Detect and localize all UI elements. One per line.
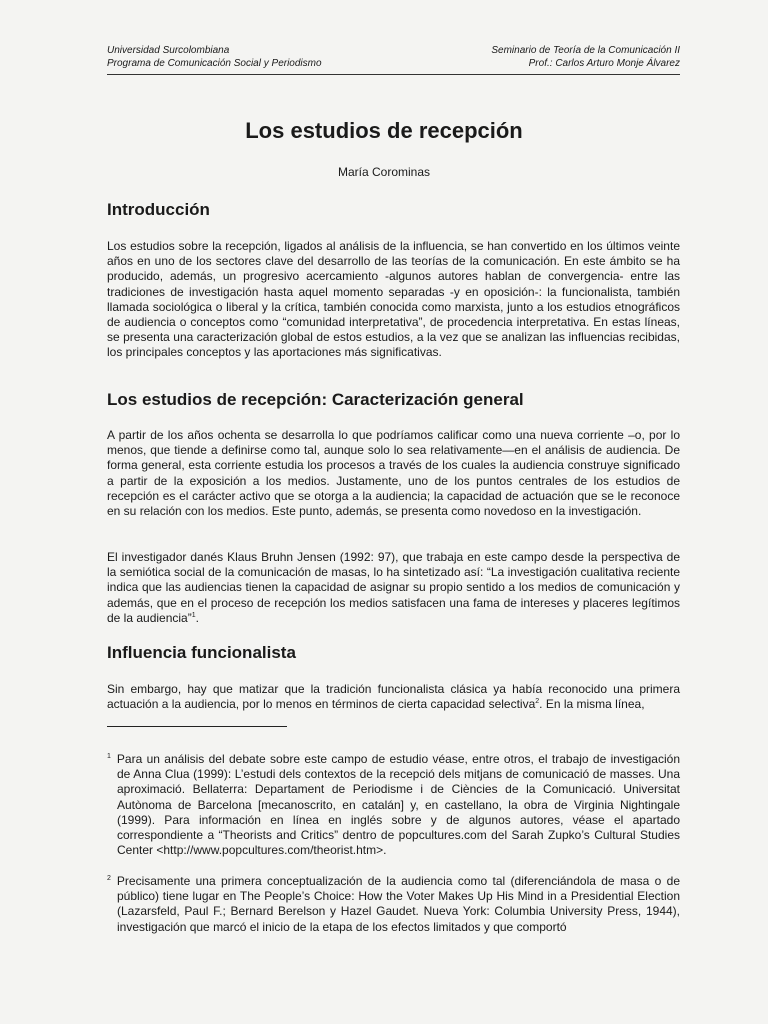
footnote-2-number: 2 xyxy=(107,875,111,882)
header-left xyxy=(107,44,322,70)
footnote-ref-2[interactable]: 2 xyxy=(535,698,540,706)
heading-caracterizacion: Los estudios de recepción: Caracterización general xyxy=(107,390,524,409)
professor-name: Prof.: Carlos Arturo Monje Álvarez xyxy=(528,58,680,69)
program-name: Programa de Comunicación Social y Periodismo xyxy=(107,58,322,69)
footnote-separator xyxy=(107,726,287,727)
paragraph-caracterizacion-2-text: El investigador danés Klaus Bruhn Jensen (1992: 97), que trabaja en este campo desde la perspectiva de la semiótica social de la comunicación de masas, lo ha sintetizado así: “La investigación cualitativa reciente indica que las audiencias tienen la capacidad de asignar su propio sentido a los medios de comunicación y además, que en el proceso de recepción los medios satisfacen una fama de intereses y placeres legítimos de la audiencia” xyxy=(107,550,680,625)
heading-funcionalista: Influencia funcionalista xyxy=(107,643,296,662)
page-header xyxy=(107,44,680,75)
seminar-name: Seminario de Teoría de la Comunicación II xyxy=(491,45,680,56)
paragraph-caracterizacion-2-end: . xyxy=(195,610,199,625)
footnote-1-number: 1 xyxy=(107,753,111,760)
footnote-2-text: Precisamente una primera conceptualización de la audiencia como tal (diferenciándola de masa o de público) tiene lugar en The People’s Choice: How the Voter Makes Up His Mind in a Presidential Election (Lazarsfeld, Paul F.; Bernard Berelson y Hazel Gaudet. Nueva York: Columbia University Press, 1944), investigación que marcó el inicio de la etapa de los efectos limitados y que comportó xyxy=(116,874,680,934)
paragraph-caracterizacion-1: A partir de los años ochenta se desarrolla lo que podríamos calificar como una nueva corriente –o, por lo menos, que tiende a definirse como tal, aunque solo lo sea relativamente—en el análisis de audiencia. De forma general, esta corriente estudia los procesos a través de los cuales la audiencia construye significado a partir de la exposición a los medios. Justamente, uno de los puntos centrales de los estudios de recepción es el carácter activo que se otorga a la audiencia; la capacidad de actuación que se le reconoce en su relación con los medios. Este punto, además, se presenta como novedoso en la investigación. xyxy=(107,428,680,519)
footnote-1 xyxy=(107,749,680,858)
footnote-ref-1[interactable]: 1 xyxy=(191,611,196,619)
header-right xyxy=(491,44,680,70)
paragraph-funcionalista-end: . En la misma línea, xyxy=(539,697,645,712)
paragraph-funcionalista xyxy=(107,682,680,712)
footnote-1-text: Para un análisis del debate sobre este campo de estudio véase, entre otros, el trabajo de investigación de Anna Clua (1999): L’estudi dels contextos de la recepció dels mitjans de comunicació de masses. Una aproximació. Bellaterra: Departament de Periodisme i de Ciències de la Comunicació. Universitat Autònoma de Barcelona [mecanoscrito, en catalán] y, en castellano, la obra de Virginia Nightingale (1999). Para información en línea en inglés sobre y de algunos autores, véase el apartado correspondiente a “Theorists and Critics” dentro de popcultures.com del Sarah Zupko’s Cultural Studies Center <http://www.popcultures.com/theorist.htm>. xyxy=(116,752,680,858)
footnote-2 xyxy=(107,871,680,935)
university-name: Universidad Surcolombiana xyxy=(107,45,230,56)
heading-introduccion: Introducción xyxy=(107,200,210,219)
paragraph-caracterizacion-2 xyxy=(107,550,680,626)
document-title: Los estudios de recepción xyxy=(245,118,523,143)
document-author: María Corominas xyxy=(337,165,431,179)
paragraph-funcionalista-text: Sin embargo, hay que matizar que la tradición funcionalista clásica ya había reconocido una primera actuación a la audiencia, por lo menos en términos de cierta capacidad selectiva xyxy=(107,682,680,712)
paragraph-introduccion: Los estudios sobre la recepción, ligados al análisis de la influencia, se han convertido en los últimos veinte años en uno de los sectores clave del desarrollo de las teorías de la comunicación. En este ámbito se ha producido, además, un progresivo acercamiento -algunos autores hablan de convergencia- entre las tradiciones de investigación hasta aquel momento separadas -y en oposición-: la funcionalista, también llamada sociológica o liberal y la crítica, también conocida como marxista, junto a los estudios etnográficos de audiencia o conceptos como “comunidad interpretativa”, de procedencia interpretativa. En estas líneas, se presenta una caracterización global de estos estudios, a la vez que se analizan las influencias recibidas, los principales conceptos y las aportaciones más significativas. xyxy=(107,239,680,360)
